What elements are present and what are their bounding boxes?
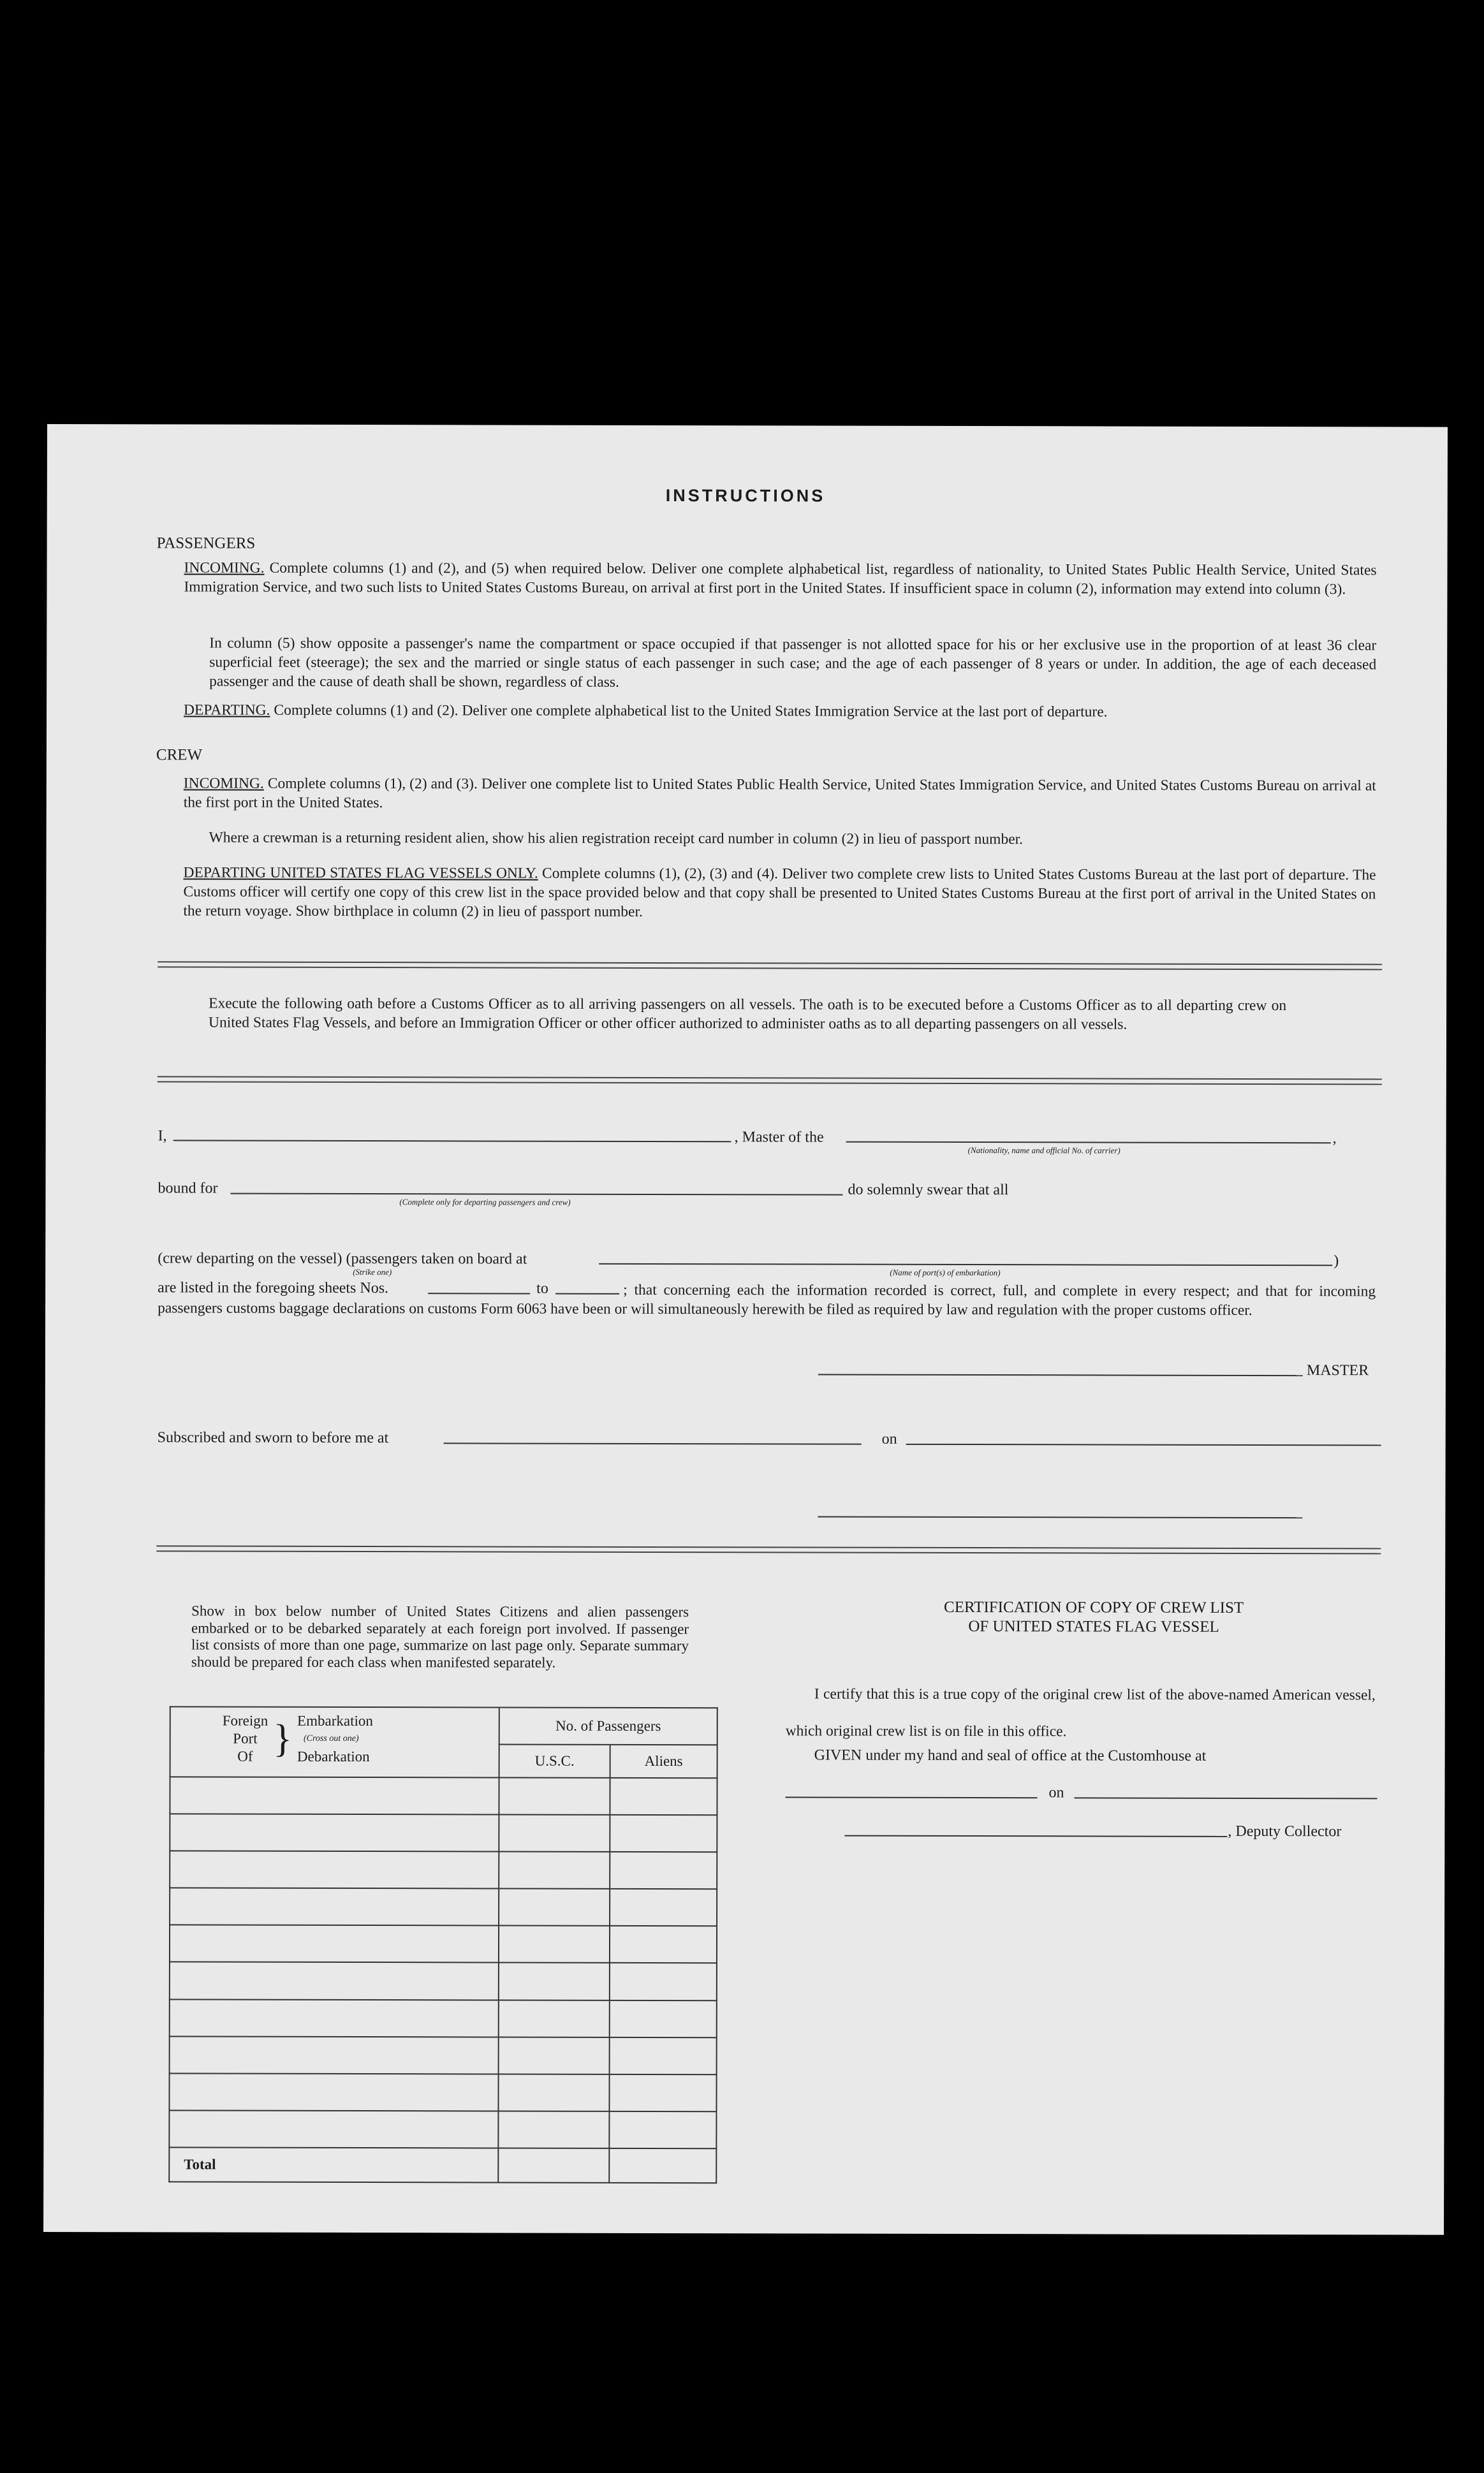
given-label: GIVEN under my hand and seal of office at the Customhouse at [814,1747,1207,1765]
carrier-note: (Nationality, name and official No. of carrier) [967,1145,1120,1156]
master-of-label: , Master of the [734,1129,824,1146]
total-usc-cell[interactable] [498,2148,609,2182]
bound-for-label: bound for [158,1180,218,1197]
crew-departing-label: (crew departing on the vessel) (passengers taken on board at [158,1250,527,1268]
close-paren: ) [1333,1252,1339,1270]
table-row [170,1814,717,1853]
crew-incoming-text: Complete columns (1), (2) and (3). Deliver one complete list to United States Public Health Service, United States Immigration Service, and United States Customs Bureau on arrival at the first port in the United States. [183,775,1376,812]
section-divider [156,1545,1381,1554]
brace-glyph: } [273,1717,293,1761]
header-port: Port [233,1730,258,1747]
sworn-place-field[interactable] [444,1442,862,1444]
header-embarkation: Embarkation [297,1712,373,1729]
passengers-incoming-text: Complete columns (1) and (2), and (5) when required below. Deliver one complete alphabetical list, regardless of nationality, to United States Public Health Service, United States Immigration Service, and two such lists to United States Customs Bureau, on arrival at first port in the United States. If insufficient space in column (2), information may extend into column (3). [184,559,1377,598]
subscribed-label: Subscribed and sworn to before me at [157,1429,389,1447]
header-debarkation: Debarkation [297,1748,370,1765]
crew-departing-paragraph [183,863,1376,923]
bound-for-field[interactable] [230,1193,842,1196]
usc-header: U.S.C. [499,1744,610,1777]
table-row [170,1777,717,1815]
header-of: Of [237,1748,253,1765]
certification-heading-line-2: OF UNITED STATES FLAG VESSEL [968,1618,1219,1636]
embarkation-port-field[interactable] [599,1263,1332,1266]
table-row [170,2036,717,2074]
customhouse-field[interactable] [785,1796,1037,1798]
crew-incoming-paragraph [184,774,1376,814]
section-divider [158,1076,1382,1085]
certification-heading-line-1: CERTIFICATION OF COPY OF CREW LIST [944,1598,1244,1617]
listed-in-label: are listed in the foregoing sheets Nos. [158,1279,389,1297]
cert-date-field[interactable] [1074,1797,1377,1799]
table-row [170,1925,717,1963]
crew-incoming-label: INCOMING. [183,775,264,792]
aliens-header: Aliens [610,1745,717,1778]
officer-signature-field[interactable] [818,1516,1302,1519]
passengers-heading: PASSENGERS [156,534,256,552]
total-aliens-cell[interactable] [609,2148,716,2183]
passengers-departing-paragraph [184,700,1376,722]
strike-one-note: (Strike one) [353,1267,392,1277]
table-row [170,1999,717,2037]
oath-i-label: I, [158,1127,167,1145]
section-divider [158,961,1382,970]
passenger-summary-table [168,1706,718,2183]
sworn-date-field[interactable] [906,1444,1381,1446]
master-name-field[interactable] [173,1140,731,1142]
header-cross-out: (Cross out one) [303,1733,359,1744]
crew-heading: CREW [156,746,203,764]
table-row [170,1851,717,1890]
table-row [169,2073,716,2111]
certify-paragraph: ; that concerning each the information recorded is correct, full, and complete in every respect; and that for incoming passengers customs baggage declarations on customs Form 6063 have been or will simultaneously herewith be filed as required by law and regulation with the proper customs officer. [158,1281,1376,1319]
ports-note: (Name of port(s) of embarkation) [890,1267,1001,1278]
no-passengers-header: No. of Passengers [499,1707,717,1745]
crew-resident-paragraph: Where a crewman is a returning resident alien, show his alien registration receipt card number in column (2) in lieu of passport number. [209,829,1024,848]
passengers-departing-label: DEPARTING. [184,701,270,719]
on-label: on [881,1430,897,1448]
departing-note: (Complete only for departing passengers and crew) [399,1197,571,1207]
page-title: INSTRUCTIONS [665,486,826,506]
certification-text: I certify that this is a true copy of the original crew list of the above-named American vessel, which original crew list is on file in this office. [785,1685,1376,1740]
deputy-collector-label: , Deputy Collector [1228,1823,1342,1840]
certification-heading [810,1598,1377,1638]
master-label: MASTER [1306,1362,1369,1379]
port-header-cell [170,1706,499,1777]
passengers-departing-text: Complete columns (1) and (2). Deliver one complete alphabetical list to the United States Immigration Service at the last port of departure. [274,701,1108,721]
header-foreign: Foreign [222,1712,268,1729]
master-signature-field[interactable] [818,1374,1303,1377]
passengers-column5-paragraph: In column (5) show opposite a passenger's name the compartment or space occupied if that passenger is not allotted space for his or her exclusive use in the proportion of at least 36 clear superficial feet (steerage); the sex and the married or single status of each passenger in such case; and the age of each passenger of 8 years or under. In addition, the age of each deceased passenger and the cause of death shall be shown, regardless of class. [209,635,1377,691]
total-label: Total [169,2147,498,2182]
summary-instructions: Show in box below number of United States Citizens and alien passengers embarked or to be debarked separately at each foreign port involved. If passenger list consists of more than one page, summarize on last page only. Separate summary should be prepared for each class when manifested separately. [191,1603,689,1671]
table-row [170,1962,717,2000]
cert-on-label: on [1048,1784,1064,1802]
passengers-incoming-label: INCOMING. [184,559,265,576]
table-row [169,2110,716,2148]
total-row [169,2147,716,2183]
swear-label: do solemnly swear that all [848,1181,1009,1199]
crew-departing-label: DEPARTING UNITED STATES FLAG VESSELS ONLY. [183,864,538,882]
passengers-incoming-paragraph [184,558,1376,599]
crew-departing-text: Complete columns (1), (2), (3) and (4). Deliver two complete crew lists to United States Customs Bureau at the last port of departure. The Customs officer will certify one copy of this crew list in the space provided below and that copy shall be presented to United States Customs Bureau at the first port of arrival in the United States on the return voyage. Show birthplace in column (2) in lieu of passport number. [183,865,1376,920]
table-row [170,1888,717,1926]
oath-intro: Execute the following oath before a Customs Officer as to all arriving passengers on all vessels. The oath is to be executed before a Customs Officer as to all departing crew on United States Flag Vessels, and before an Immigration Officer or other officer authorized to administer oaths as to all departing passengers on all vessels. [209,995,1287,1033]
carrier-field[interactable] [846,1141,1331,1144]
deputy-signature-field[interactable] [844,1835,1227,1837]
comma: , [1332,1130,1337,1147]
to-label: to [536,1280,548,1297]
document-page [43,424,1448,2235]
